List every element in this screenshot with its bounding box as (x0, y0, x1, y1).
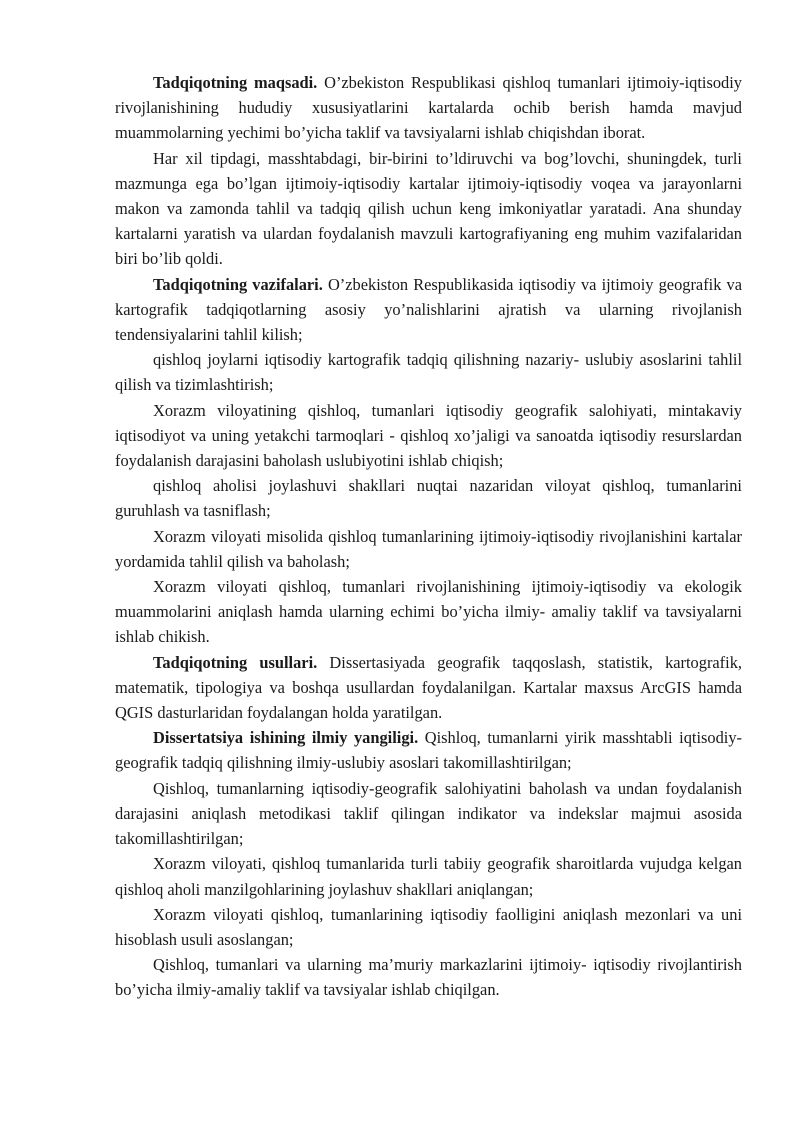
paragraph-text: Dissertasiyada geografik taqqoslash, statistik, kartografik, matematik, tipologiya va boshqa usullardan foydalanilgan. Kartalar maxsus ArcGIS hamda QGIS dasturlaridan foydalangan holda yaratilgan. (115, 652, 742, 723)
paragraph-text: Qishloq, tumanlarning iqtisodiy-geografik salohiyatini baholash va undan foydalanish darajasini aniqlash metodikasi taklif qilingan indikator va indekslar majmui asosida takomillashtirilgan; (115, 778, 742, 849)
paragraph-text: qishloq aholisi joylashuvi shakllari nuqtai nazaridan viloyat qishloq, tumanlarini guruhlash va tasniflash; (115, 476, 742, 521)
paragraph-novelty-activity (115, 902, 742, 952)
paragraph-text: Har xil tipdagi, masshtabdagi, bir-birini to’ldiruvchi va bog’lovchi, shuningdek, turli mazmunga ega bo’lgan ijtimoiy-iqtisodiy kartalar ijtimoiy-iqtisodiy voqea va jarayonlarni makon va zamonda tahlil va tadqiq qilish uchun keng imkoniyatlar yaratadi. Ana shunday kartalarni yaratish va ulardan foydalanish mavzuli kartografiyaning eng muhim vazifalaridan biri bo’lib qoldi. (115, 148, 742, 269)
paragraph-methods (115, 650, 742, 726)
paragraph-text: Qishloq, tumanlari va ularning ma’muriy markazlarini ijtimoiy- iqtisodiy rivojlantirish bo’yicha ilmiy-amaliy taklif va tavsiyalar ishlab chiqilgan. (115, 955, 742, 1000)
paragraph-text: Qishloq, tumanlarni yirik masshtabli iqtisodiy-geografik tadqiq qilishning ilmiy-uslubiy asoslari takomillashtirilgan; (115, 728, 742, 773)
paragraph-text: Xorazm viloyati, qishloq tumanlarida turli tabiiy geografik sharoitlarda vujudga kelgan qishloq aholi manzilgohlarining joylashuv shakllari aniqlangan; (115, 854, 742, 899)
paragraph-text: Xorazm viloyati qishloq, tumanlari rivojlanishining ijtimoiy-iqtisodiy va ekologik muammolarini aniqlash hamda ularning echimi bo’yicha ilmiy- amaliy taklif va tavsiyalarni ishlab chikish. (115, 577, 742, 647)
paragraph-text: Xorazm viloyati qishloq, tumanlarining iqtisodiy faolligini aniqlash mezonlari va uni hisoblash usuli asoslangan; (115, 904, 742, 949)
heading-methods: Tadqiqotning usullari. (153, 652, 318, 672)
heading-tasks: Tadqiqotning vazifalari. (153, 274, 323, 294)
paragraph-goal (115, 70, 742, 146)
paragraph-task-potential (115, 398, 742, 474)
heading-novelty: Dissertatsiya ishining ilmiy yangiligi. (153, 728, 419, 748)
paragraph-task-theory (115, 347, 742, 397)
paragraph-novelty (115, 725, 742, 775)
paragraph-novelty-settlements (115, 851, 742, 901)
paragraph-text: Xorazm viloyatining qishloq, tumanlari iqtisodiy geografik salohiyati, mintakaviy iqtisodiyot va uning yetakchi tarmoqlari - qishloq xo’jaligi va sanoatda iqtisodiy resurslardan foydalanish darajasini baholash uslubiyotini ishlab chiqish; (115, 400, 742, 471)
paragraph-tasks (115, 272, 742, 348)
document-page (115, 70, 742, 1003)
paragraph-task-grouping (115, 473, 742, 523)
paragraph-text: qishloq joylarni iqtisodiy kartografik tadqiq qilishning nazariy- uslubiy asoslarini tahlil qilish va tizimlashtirish; (115, 350, 742, 395)
paragraph-novelty-recommendations (115, 952, 742, 1002)
paragraph-text: O’zbekiston Respublikasida iqtisodiy va ijtimoiy geografik va kartografik tadqiqotlarning asosiy yo’nalishlarini ajratish va ularning rivojlanish tendensiyalarini tahlil kilish; (115, 274, 742, 345)
heading-goal: Tadqiqotning maqsadi. (153, 73, 318, 92)
paragraph-task-analysis (115, 524, 742, 574)
paragraph-novelty-method (115, 776, 742, 852)
paragraph-maps (115, 146, 742, 272)
paragraph-text: O’zbekiston Respublikasi qishloq tumanlari ijtimoiy-iqtisodiy rivojlanishining hududiy xususiyatlarini kartalarda ochib berish hamda mavjud muammolarning yechimi bo’yicha taklif va tavsiyalarni ishlab chiqishdan iborat. (115, 73, 743, 143)
paragraph-text: Xorazm viloyati misolida qishloq tumanlarining ijtimoiy-iqtisodiy rivojlanishini kartalar yordamida tahlil qilish va baholash; (115, 526, 742, 571)
paragraph-task-problems (115, 574, 742, 650)
